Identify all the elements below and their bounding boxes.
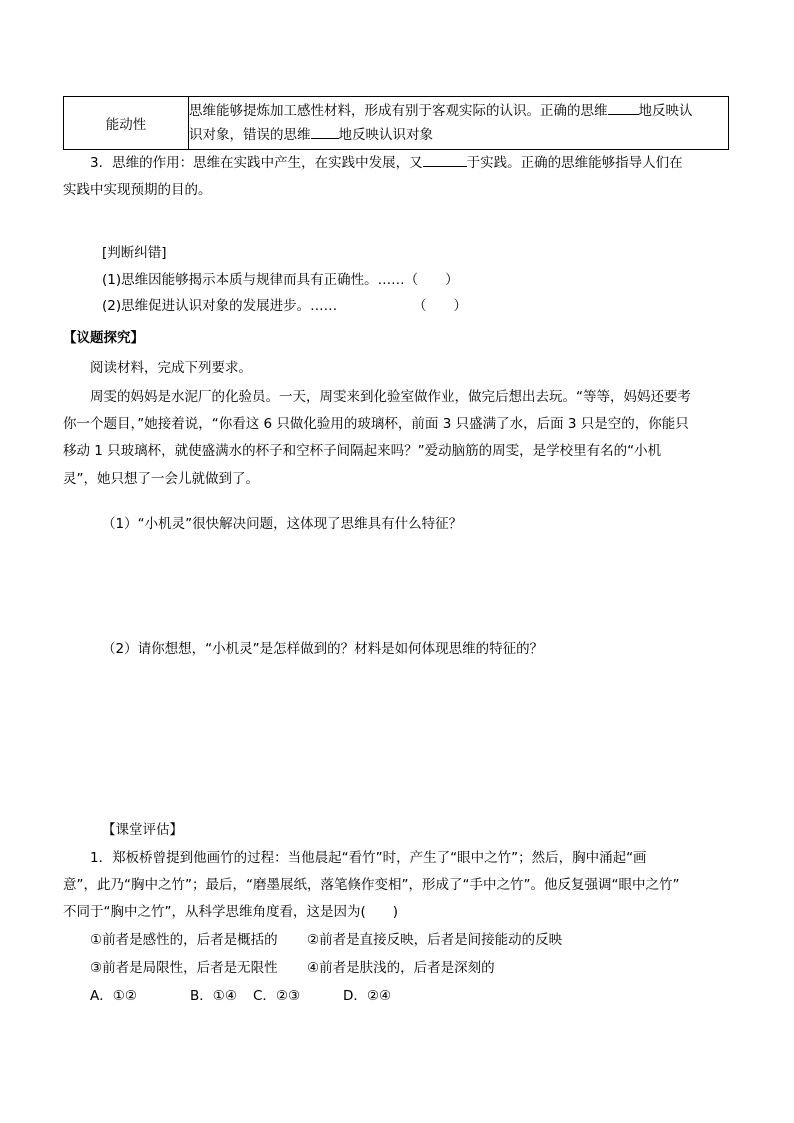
table-text-2a: 识对象，错误的思维 — [189, 127, 311, 143]
question-2: （2）请你想想，“小机灵”是怎样做到的？材料是如何体现思维的特征的？ — [102, 641, 544, 657]
judge-title: [判断纠错] — [102, 245, 167, 261]
judge-item-2: (2)思维促进认识对象的发展进步。…… — [102, 298, 338, 314]
section3-line2: 实践中实现预期的目的。 — [63, 182, 212, 198]
feature-table — [63, 96, 729, 150]
assess-question-line-1: 1．郑板桥曾提到他画竹的过程：当他晨起“看竹”时，产生了“眼中之竹”；然后，胸中涌起“画 — [90, 850, 647, 866]
section3-text-a: 3．思维的作用：思维在实践中产生，在实践中发展，又 — [90, 155, 423, 171]
answer-blank[interactable] — [423, 152, 467, 167]
choice-b[interactable]: B．①④ — [190, 988, 237, 1004]
assess-title: 【课堂评估】 — [102, 822, 183, 838]
table-text-2b: 地反映认识对象 — [338, 127, 433, 143]
answer-blank[interactable] — [311, 124, 339, 139]
explore-instruction: 阅读材料，完成下列要求。 — [90, 360, 252, 376]
judge-item-2-paren: （ ） — [413, 298, 467, 314]
choice-a[interactable]: A．①② — [90, 988, 137, 1004]
table-text-1a: 思维能够提炼加工感性材料，形成有别于客观实际的认识。正确的思维 — [189, 103, 608, 119]
choice-c[interactable]: C．②③ — [253, 988, 301, 1004]
assess-question-line-3: 不同于“胸中之竹”，从科学思维角度看，这是因为( ) — [63, 904, 399, 920]
explore-title: 【议题探究】 — [63, 330, 144, 346]
section3-line1 — [90, 151, 683, 171]
option-1: ①前者是感性的，后者是概括的 — [90, 932, 278, 948]
material-line-3: 移动 1 只玻璃杯，就使盛满水的杯子和空杯子间隔起来吗？”爱动脑筋的周雯，是学校里有名的“小机 — [63, 443, 662, 459]
table-content-cell — [189, 97, 729, 150]
material-line-1: 周雯的妈妈是水泥厂的化验员。一天，周雯来到化验室做作业，做完后想出去玩。“等等，妈妈还要考 — [90, 389, 691, 405]
material-line-2: 你一个题目，”她接着说，“你看这 6 只做化验用的玻璃杯，前面 3 只盛满了水，后面 3 只是空的，你能只 — [63, 416, 689, 432]
table-label-cell — [64, 97, 189, 150]
assess-question-line-2: 意”，此乃“胸中之竹”；最后，“磨墨展纸，落笔倏作变相”，形成了“手中之竹”。他反复强调“眼中之竹” — [63, 877, 680, 893]
section3-text-b: 于实践。正确的思维能够指导人们在 — [466, 155, 683, 171]
question-1: （1）“小机灵”很快解决问题，这体现了思维具有什么特征？ — [102, 516, 463, 532]
answer-blank[interactable] — [608, 100, 639, 115]
table-label: 能动性 — [105, 117, 147, 133]
option-2: ②前者是直接反映，后者是间接能动的反映 — [307, 932, 563, 948]
choice-d[interactable]: D．②④ — [343, 988, 392, 1004]
option-3: ③前者是局限性，后者是无限性 — [90, 960, 278, 976]
option-4: ④前者是肤浅的，后者是深刻的 — [307, 960, 495, 976]
table-text-1b: 地反映认 — [638, 103, 693, 119]
judge-item-1: (1)思维因能够揭示本质与规律而具有正确性。……（ ） — [102, 272, 459, 288]
material-line-4: 灵”，她只想了一会儿就做到了。 — [63, 471, 259, 487]
